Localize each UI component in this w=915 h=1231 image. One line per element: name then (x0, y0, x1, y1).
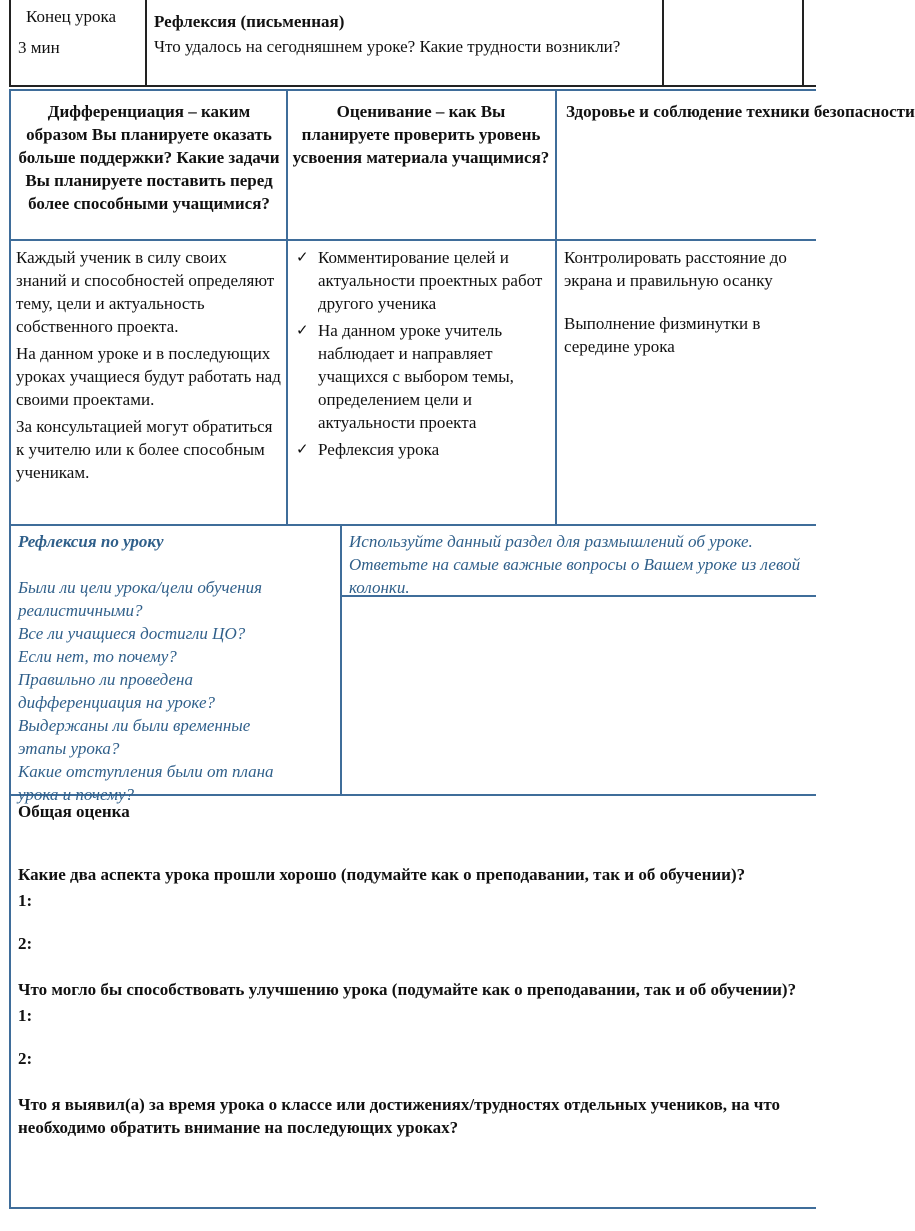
check-icon: ✓ (296, 321, 309, 339)
reflection-hint: Используйте данный раздел для размышлений об уроке. Ответьте на самые важные вопросы о Вашем уроке из левой колонки. (349, 532, 801, 597)
differentiation-paragraph: Каждый ученик в силу своих знаний и способностей определяют тему, цели и актуальность собственного проекта. (16, 248, 275, 336)
check-icon: ✓ (296, 440, 309, 458)
overall-question-good: Какие два аспекта урока прошли хорошо (подумайте как о преподавании, так и об обучении)? (18, 865, 746, 884)
reflection-title: Рефлексия по уроку (18, 532, 164, 551)
reflection-written-title: Рефлексия (письменная) (154, 12, 345, 31)
overall-improve-item-2: 2: (18, 1049, 33, 1068)
assessment-content (294, 246, 552, 465)
lesson-end-time: 3 мин (18, 38, 60, 57)
differentiation-header: Дифференциация – каким образом Вы планируете оказать больше поддержки? Какие задачи Вы планируете поставить перед более способными учащимися? (18, 102, 280, 213)
assessment-item (294, 319, 552, 434)
health-content (564, 246, 816, 358)
overall-question-improve: Что могло бы способствовать улучшению урока (подумайте как о преподавании, так и об обучении)? (18, 980, 797, 999)
overall-title: Общая оценка (18, 802, 130, 821)
reflection-question: Были ли цели урока/цели обучения реалистичными? (18, 578, 262, 620)
overall-good-item-2: 2: (18, 934, 33, 953)
health-paragraph: Контролировать расстояние до экрана и правильную осанку (564, 248, 787, 290)
overall-improve-item-1: 1: (18, 1006, 33, 1025)
overall-block (18, 800, 816, 1139)
health-paragraph: Выполнение физминутки в середине урока (564, 314, 761, 356)
reflection-block (18, 530, 336, 806)
assessment-item-text: На данном уроке учитель наблюдает и направляет учащихся с выбором темы, определением цели и актуальности проекта (318, 321, 514, 432)
reflection-written-text: Что удалось на сегодняшнем уроке? Какие трудности возникли? (154, 37, 621, 56)
overall-good-item-1: 1: (18, 891, 33, 910)
check-icon: ✓ (296, 248, 309, 266)
lesson-end-label: Конец урока (26, 7, 117, 26)
assessment-item (294, 246, 552, 315)
health-header: Здоровье и соблюдение техники безопасности (566, 102, 915, 121)
assessment-header: Оценивание – как Вы планируете проверить уровень усвоения материала учащимися? (292, 102, 550, 167)
assessment-item (294, 438, 552, 461)
assessment-item-text: Комментирование целей и актуальности проектных работ другого ученика (318, 248, 543, 313)
differentiation-paragraph: За консультацией могут обратиться к учителю или к более способным ученикам. (16, 417, 273, 482)
differentiation-paragraph: На данном уроке и в последующих уроках учащиеся будут работать над своими проектами. (16, 344, 281, 409)
assessment-item-text: Рефлексия урока (318, 440, 440, 459)
differentiation-content (16, 246, 281, 484)
reflection-question: Правильно ли проведена дифференциация на уроке? (18, 670, 215, 712)
reflection-question: Все ли учащиеся достигли ЦО? (18, 624, 246, 643)
reflection-question: Какие отступления были от плана урока и почему? (18, 762, 274, 804)
reflection-question: Если нет, то почему? (18, 647, 177, 666)
reflection-question: Выдержаны ли были временные этапы урока? (18, 716, 251, 758)
overall-question-discovered: Что я выявил(а) за время урока о классе или достижениях/трудностях отдельных учеников, на что необходимо обратить внимание на последующих уроках? (18, 1095, 781, 1137)
